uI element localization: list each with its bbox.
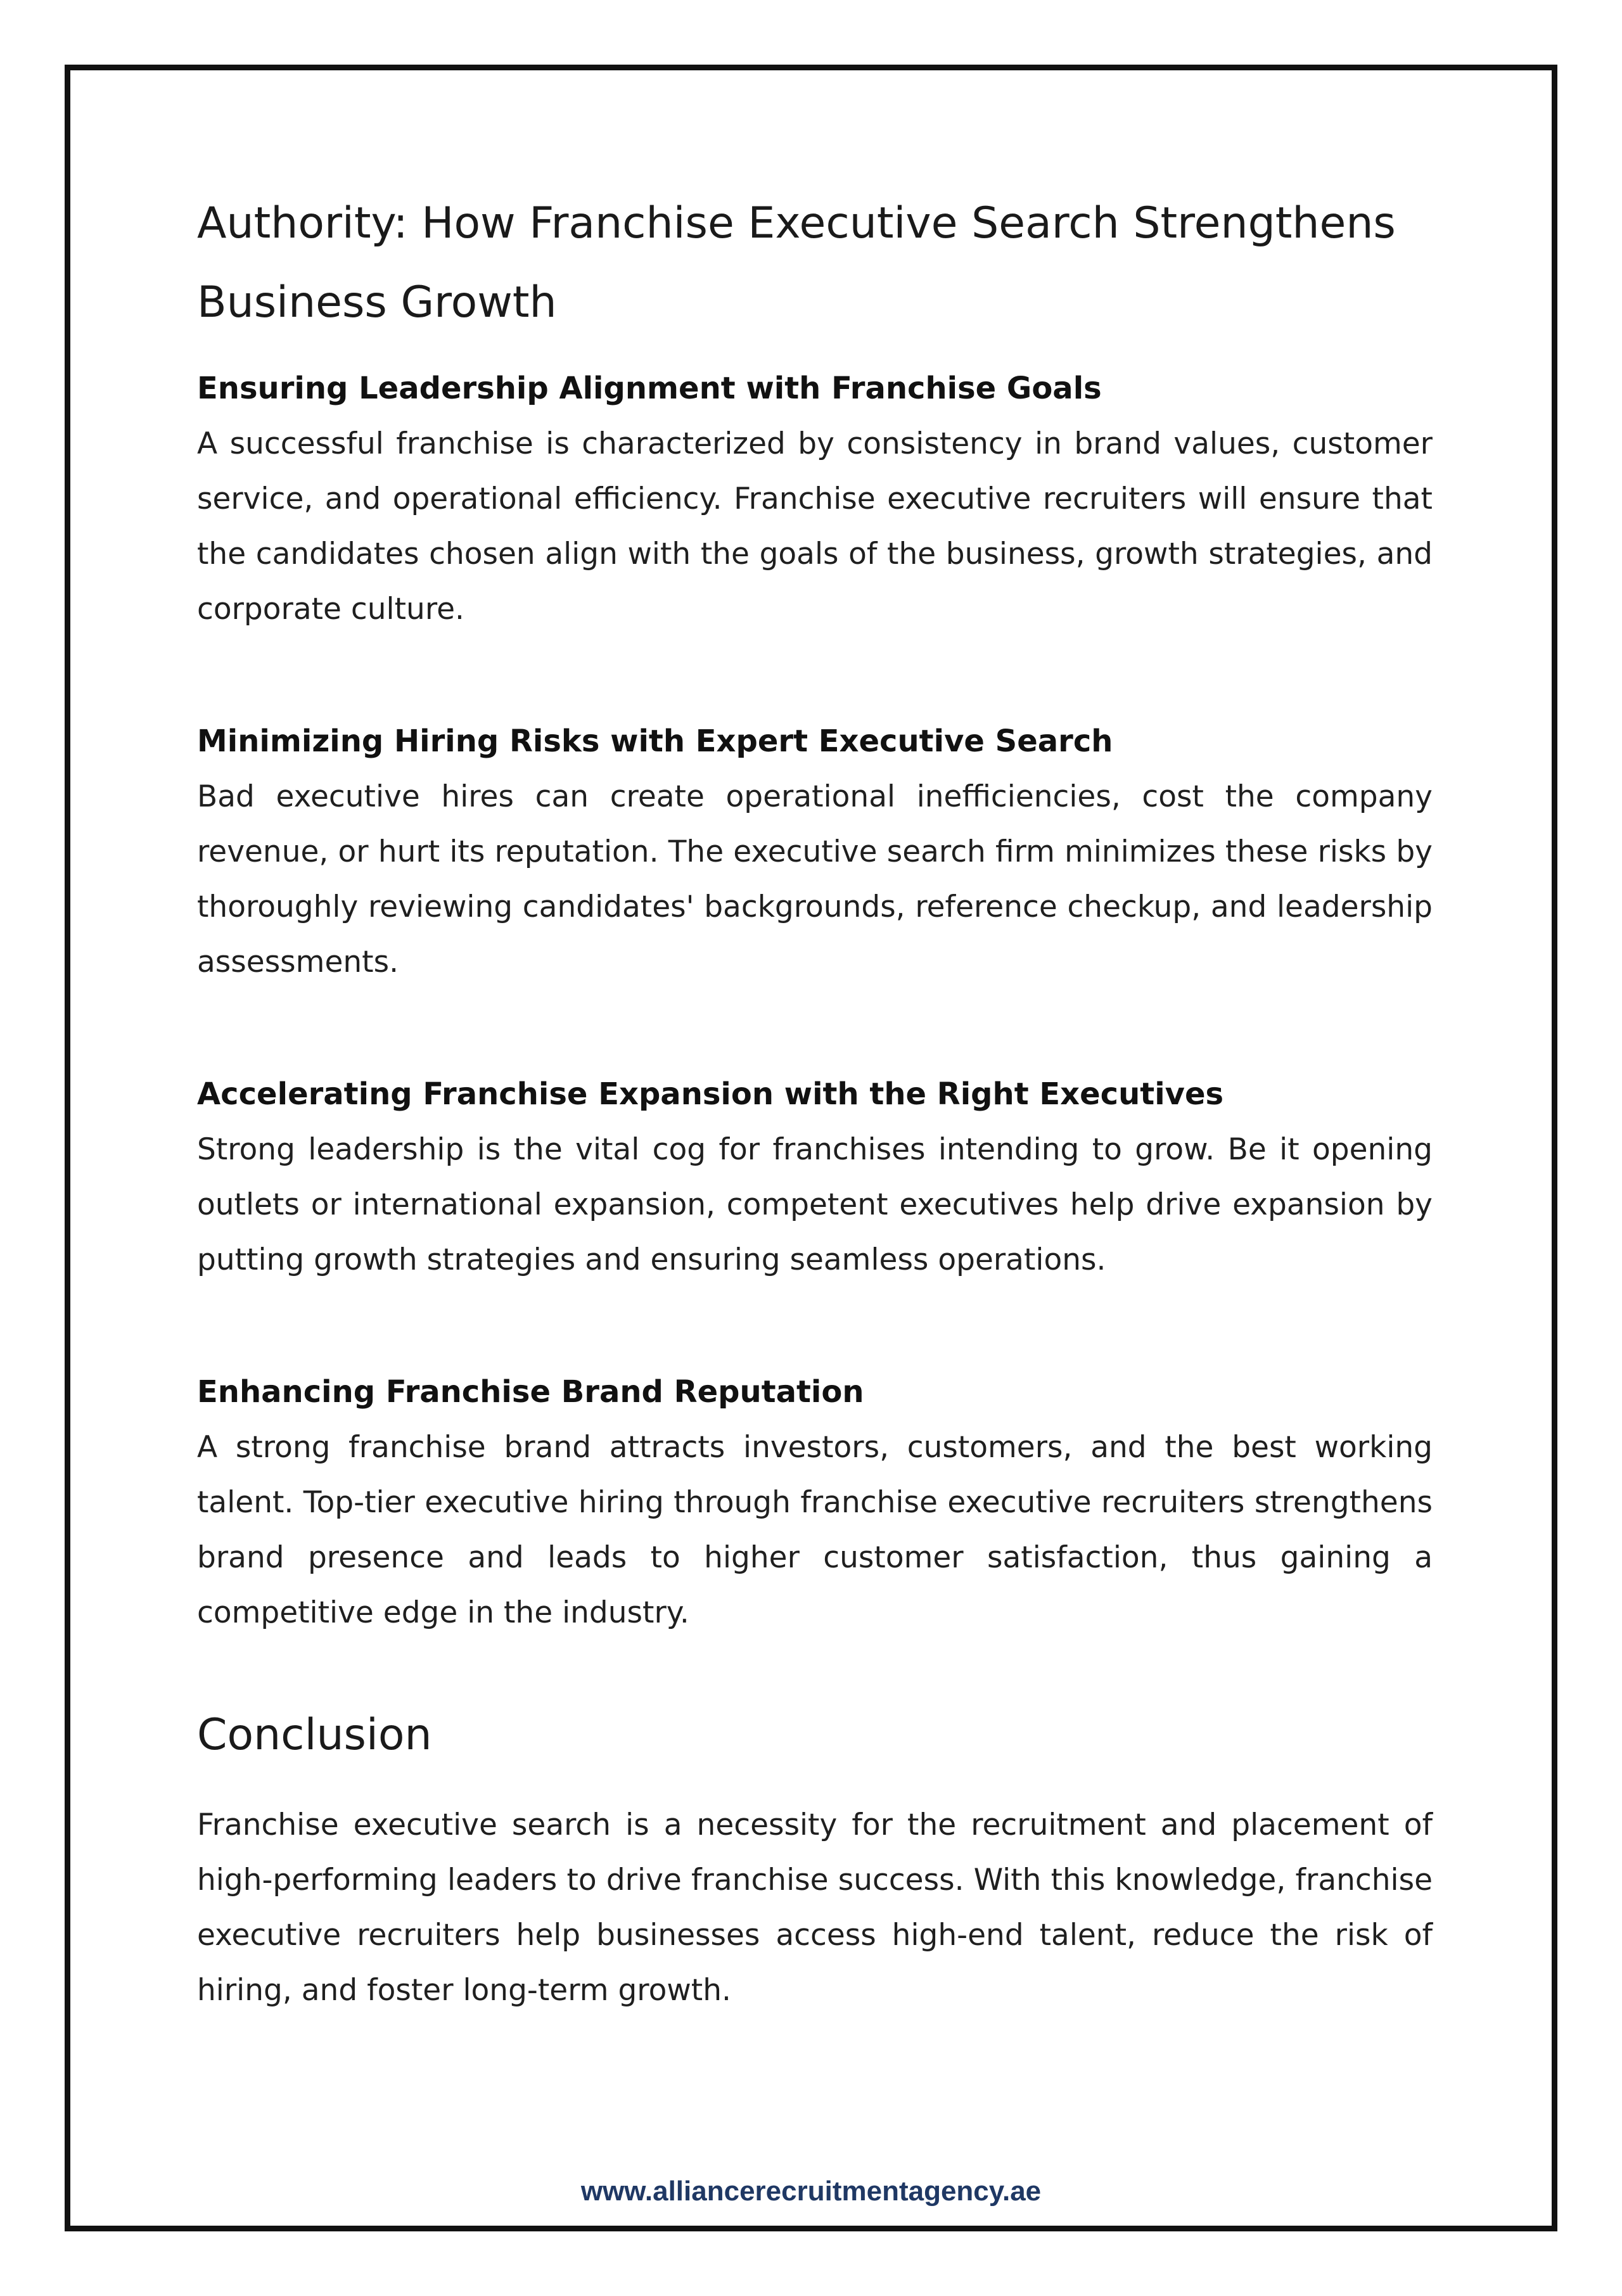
section-leadership-alignment bbox=[197, 361, 1433, 637]
footer-website-link[interactable]: www.alliancerecruitmentagency.ae bbox=[580, 2176, 1042, 2207]
document-title: Authority: How Franchise Executive Search Strengthens Business Growth bbox=[197, 198, 1396, 328]
section-heading: Ensuring Leadership Alignment with Franchise Goals bbox=[197, 371, 1102, 406]
document-content bbox=[197, 184, 1433, 2018]
section-body: Bad executive hires can create operational inefficiencies, cost the company revenue, or hurt its reputation. The executive search firm minimizes these risks by thoroughly reviewing candidates' backgrounds, reference checkup, and leadership assessments. bbox=[197, 779, 1433, 979]
section-spacer bbox=[197, 637, 1433, 714]
section-franchise-expansion bbox=[197, 1067, 1433, 1287]
section-body: Strong leadership is the vital cog for franchises intending to grow. Be it opening outlets or international expansion, competent executives help drive expansion by putting growth strategies and ensuring seamless operations. bbox=[197, 1132, 1433, 1277]
section-spacer bbox=[197, 990, 1433, 1067]
section-spacer bbox=[197, 1287, 1433, 1365]
section-heading: Enhancing Franchise Brand Reputation bbox=[197, 1374, 864, 1410]
section-brand-reputation bbox=[197, 1365, 1433, 1640]
conclusion-body: Franchise executive search is a necessity for the recruitment and placement of high-performing leaders to drive franchise success. With this knowledge, franchise executive recruiters help businesses access high-end talent, reduce the risk of hiring, and foster long-term growth. bbox=[197, 1808, 1433, 2008]
section-heading: Accelerating Franchise Expansion with the Right Executives bbox=[197, 1076, 1224, 1112]
section-hiring-risks bbox=[197, 714, 1433, 990]
section-body: A strong franchise brand attracts investors, customers, and the best working talent. Top-tier executive hiring through franchise executive recruiters strengthens brand presence and leads to higher customer satisfaction, thus gaining a competitive edge in the industry. bbox=[197, 1430, 1433, 1630]
conclusion-title: Conclusion bbox=[197, 1710, 432, 1760]
section-body: A successful franchise is characterized by consistency in brand values, customer service, and operational efficiency. Franchise executive recruiters will ensure that the candidates chosen align with the goals of the business, growth strategies, and corporate culture. bbox=[197, 426, 1433, 627]
section-heading: Minimizing Hiring Risks with Expert Executive Search bbox=[197, 724, 1113, 759]
